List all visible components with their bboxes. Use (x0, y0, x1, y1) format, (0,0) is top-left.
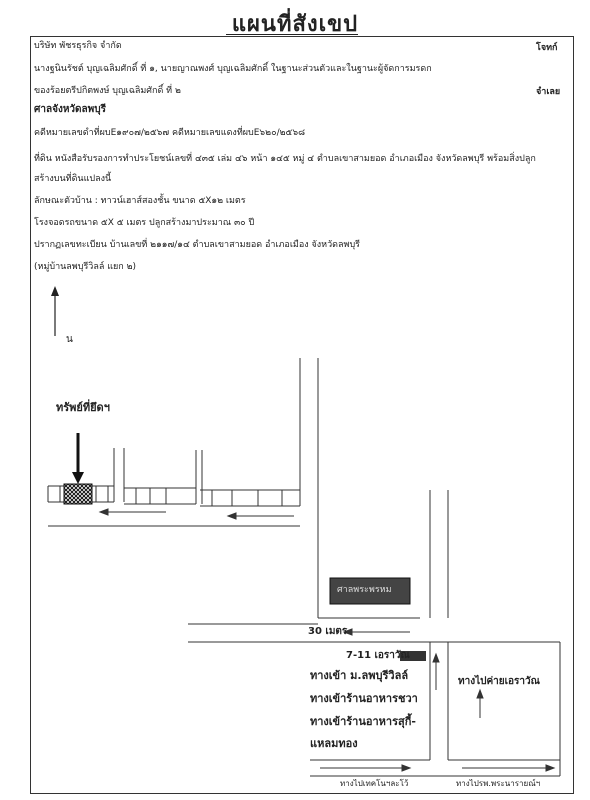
village: (หมู่บ้านลพบุรีวิลล์ แยก ๒) (34, 262, 137, 272)
defendant-line-1: นางฐนินรัชต์ บุญเฉลิมศักดิ์ ที่ ๑, นายญาณพงศ์ บุญเฉลิมศักดิ์ ในฐานะส่วนตัวและในฐานะผู้จัดการมรดก (34, 64, 432, 74)
house-type: ลักษณะตัวบ้าน : ทาวน์เฮาส์สองชั้น ขนาด ๕X๑๒ เมตร (34, 196, 246, 206)
restaurant-java-label: ทางเข้าร้านอาหารชวา (310, 692, 418, 705)
seized-property-hatch (64, 484, 92, 504)
garage-info: โรงจอดรถขนาด ๕X ๕ เมตร ปลูกสร้างมาประมาณ ๓๐ ปี (34, 218, 255, 228)
land-line-2: สร้างบนที่ดินแปลงนี้ (34, 174, 112, 184)
townhouse-row (48, 484, 300, 506)
camp-direction-label: ทางไปค่ายเอราวัณ (458, 676, 540, 687)
bottom-arrows (320, 765, 554, 771)
defendant-label: จำเลย (536, 87, 561, 97)
page-title: แผนที่สังเขป (231, 12, 359, 37)
restaurant-suki-label: ทางเข้าร้านอาหารสุกี้- (310, 715, 416, 728)
property-pointer-arrow-icon (72, 433, 84, 484)
distance-arrow-icon (344, 629, 410, 635)
distance-label: 30 เมตร (308, 626, 348, 637)
road-label-technical-college: ทางไปเทคโนฯละโว้ (340, 779, 409, 788)
seven-eleven-label: 7-11 เอราวัณ (346, 650, 410, 661)
case-numbers: คดีหมายเลขดำที่ผบE๑๙๐๗/๒๕๖๗ คดีหมายเลขแดงที่ผบE๖๒๐/๒๕๖๘ (34, 128, 306, 138)
defendant-line-2: ของร้อยตรีปกิตพงษ์ บุญเฉลิมศักดิ์ ที่ ๒ (34, 86, 181, 96)
road-direction-arrows (100, 509, 294, 519)
village-entrance-label: ทางเข้า ม.ลพบุรีวิลล์ (310, 669, 409, 682)
main-road (188, 490, 560, 642)
property-label: ทรัพย์ที่ยึดฯ (56, 401, 110, 414)
north-label: น (66, 334, 73, 345)
north-arrow-icon (51, 286, 59, 336)
restaurant-suki-label-2: แหลมทอง (310, 737, 358, 750)
company-name: บริษัท พัชรธุรกิจ จำกัด (34, 41, 122, 51)
road-label-hospital: ทางไปรพ.พระนารายณ์ฯ (456, 779, 541, 788)
shrine-label: ศาลพระพรหม (337, 585, 392, 595)
registration: ปรากฏเลขทะเบียน บ้านเลขที่ ๒๑๑๗/๑๔ ตำบลเขาสามยอด อำเภอเมือง จังหวัดลพบุรี (34, 240, 360, 250)
plaintiff-label: โจทก์ (536, 43, 558, 53)
land-line-1: ที่ดิน หนังสือรับรองการทำประโยชน์เลขที่ ๔๓๕ เล่ม ๔๖ หน้า ๑๔๕ หมู่ ๔ ตำบลเขาสามยอด อำเภอเมือง จังหวัดลพบุรี พร้อมสิ่งปลูก (34, 154, 536, 164)
court-name: ศาลจังหวัดลพบุรี (34, 104, 106, 115)
